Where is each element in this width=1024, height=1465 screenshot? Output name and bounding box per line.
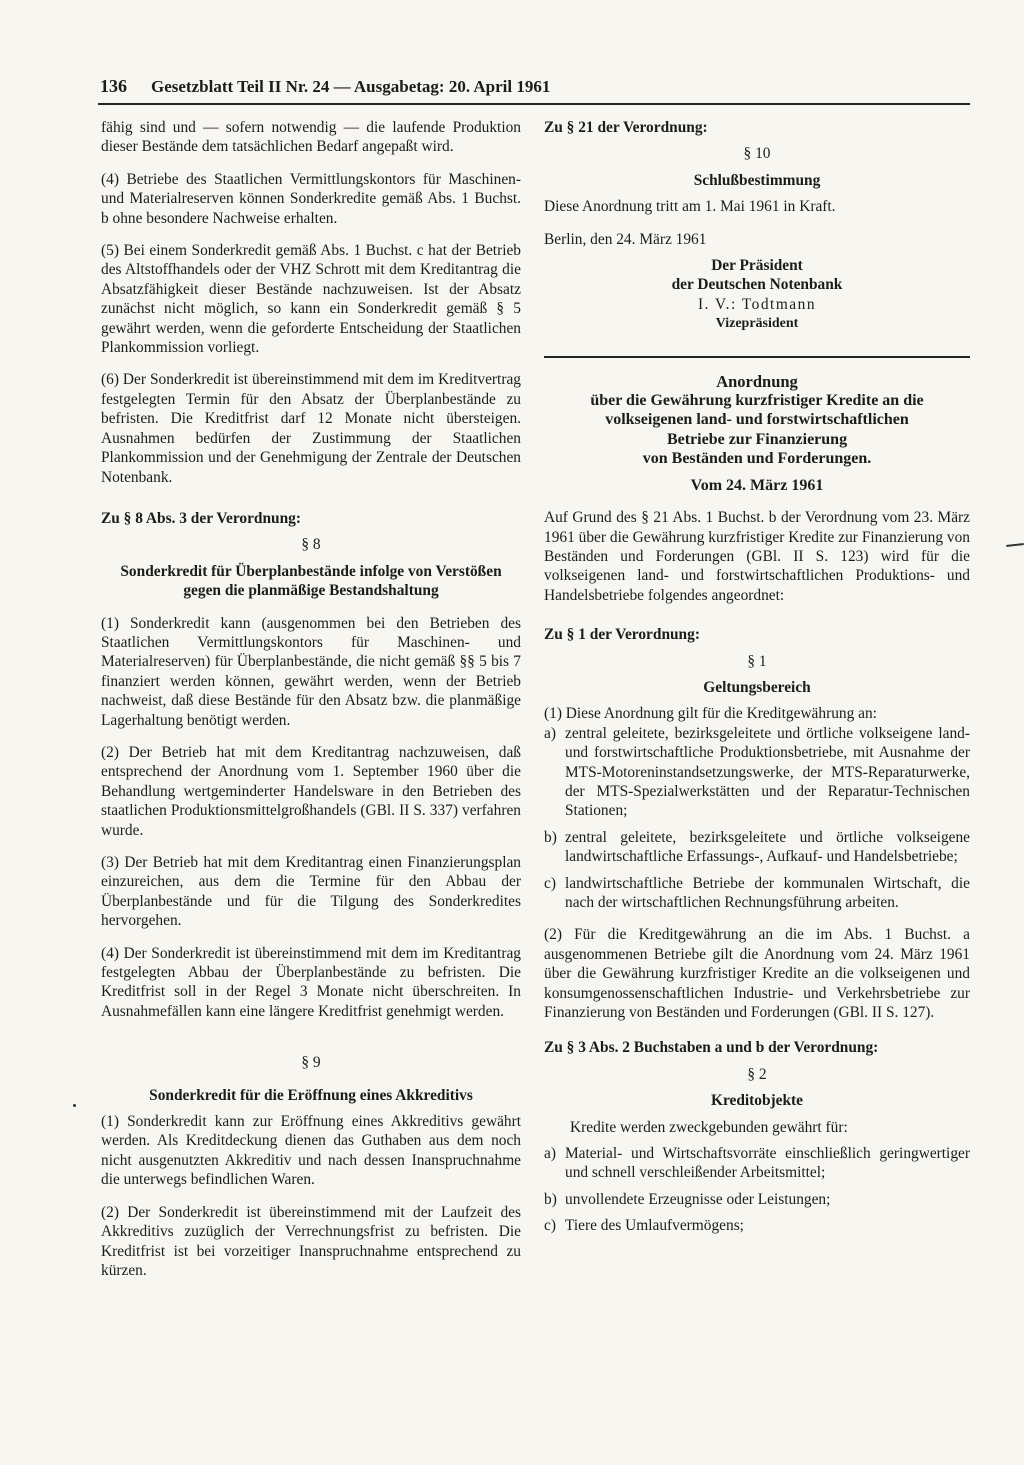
list-item-text: zentral geleitete, bezirksgeleitete und örtliche volkseigene landwirtschaftliche Erfassungs-, Aufkauf- und Handelsbetriebe; (565, 828, 970, 866)
left-column (101, 118, 521, 1280)
signature-role: Vizepräsident (715, 316, 799, 332)
right-column (544, 118, 970, 1236)
reference-para-3: Zu § 3 Abs. 2 Buchstaben a und b der Verordnung: (544, 1039, 879, 1057)
place-and-date: Berlin, den 24. März 1961 (544, 230, 707, 248)
list-item-text: Tiere des Umlaufvermögens; (565, 1217, 744, 1235)
list-item-label: a) (544, 1145, 556, 1163)
reference-para-21: Zu § 21 der Verordnung: (544, 119, 708, 136)
list-item-label: c) (544, 874, 556, 892)
list-item-label: c) (544, 1217, 556, 1235)
section-8-title: Sonderkredit für Überplanbestände infolge von Verstößen gegen die planmäßige Bestandshaltung (120, 562, 502, 600)
list-item (544, 828, 970, 867)
reference-para-1: Zu § 1 der Verordnung: (544, 626, 700, 644)
list-item-label: b) (544, 1190, 557, 1208)
section-1-paragraph-1: (1) Diese Anordnung gilt für die Kreditgewährung an: (544, 705, 877, 723)
section-2-intro: Kredite werden zweckgebunden gewährt für: (570, 1118, 848, 1136)
section-9-paragraph-2: (2) Der Sonderkredit ist übereinstimmend mit der Laufzeit des Akkreditivs zuzüglich der Verrechnungsfrist zu befristen. Die Kreditfrist ist bei vorzeitiger Inanspruchnahme entsprechend zu kürzen. (101, 1203, 521, 1279)
page-header (100, 76, 551, 97)
list-item (544, 1190, 970, 1209)
section-10-number: § 10 (743, 145, 771, 163)
list-item (544, 874, 970, 913)
paragraph-6: (6) Der Sonderkredit ist übereinstimmend mit dem im Kreditvertrag festgelegten Termin für den Absatz der Überplanbestände zu befristen. Die Kreditfrist darf 12 Monate nicht übersteigen. Ausnahmen bedürfen der Zustimmung der Staatlichen Plankommission und der Genehmigung der Zentrale der Deutschen Notenbank. (101, 371, 521, 486)
list-item-text: unvollendete Erzeugnisse oder Leistungen; (565, 1190, 831, 1208)
ordinance-subtitle-1: über die Gewährung kurzfristiger Kredite an die (590, 392, 924, 410)
section-9-paragraph-1: (1) Sonderkredit kann zur Eröffnung eines Akkreditivs gewährt werden. Als Kreditdeckung dienen das Guthaben aus dem noch nicht ausgenutzten Akkreditiv und nach dessen Inanspruchnahme die unterwegs befindlichen Waren. (101, 1113, 521, 1189)
section-divider (544, 356, 970, 358)
ordinance-date: Vom 24. März 1961 (690, 476, 824, 494)
section-10-text: Diese Anordnung tritt am 1. Mai 1961 in Kraft. (544, 198, 836, 216)
list-item-label: a) (544, 724, 556, 742)
list-item-text: Material- und Wirtschaftsvorräte einschließlich geringwertiger und schnell verschleißender Arbeitsmittel; (565, 1145, 970, 1182)
section-1-paragraph-2: (2) Für die Kreditgewährung an die im Abs. 1 Buchst. a ausgenommenen Betriebe gilt die Anordnung vom 24. März 1961 über die Gewährung kurzfristiger Kredite an die volkseigenen und konsumgenossenschaftlichen Industrie- und Verkehrsbetriebe zur Finanzierung von Beständen und Forderungen (GBl. II S. 127). (544, 926, 970, 1022)
page-number: 136 (100, 76, 127, 96)
ordinance-subtitle-4: von Beständen und Forderungen. (642, 450, 872, 468)
section-1-title: Geltungsbereich (703, 678, 811, 696)
ordinance-subtitle-3: Betriebe zur Finanzierung (666, 430, 848, 448)
scan-edge-mark (1006, 543, 1024, 547)
signature-name: I. V.: Todtmann (697, 295, 817, 313)
list-item (544, 1144, 970, 1183)
signature-title-1: Der Präsident (711, 257, 803, 275)
section-10-title: Schlußbestimmung (693, 171, 821, 189)
list-item-text: zentral geleitete, bezirksgeleitete und örtliche volkseigene land- und forstwirtschaftliche Produktionsbetriebe, mit Ausnahme der MTS-Motoreninstandsetzungswerke, der MTS-Reparaturwerke, der MTS-Spezialwerkstätten und der Reparatur-Technischen Stationen; (565, 724, 970, 820)
header-rule (98, 103, 970, 105)
section-8-paragraph-3: (3) Der Betrieb hat mit dem Kreditantrag einen Finanzierungsplan einzureichen, aus dem die Termine für den Abbau der Überplanbestände und für die Tilgung des Sonderkredites hervorgehen. (101, 854, 521, 930)
ordinance-subtitle-2: volkseigenen land- und forstwirtschaftlichen (605, 411, 909, 429)
list-item-label: b) (544, 828, 557, 846)
list-item-text: landwirtschaftliche Betriebe der kommunalen Wirtschaft, die nach der wirtschaftlichen Rechnungsführung arbeiten. (565, 874, 970, 911)
section-8-paragraph-4: (4) Der Sonderkredit ist übereinstimmend mit dem im Kreditantrag festgelegten Abbau der Überplanbestände zu befristen. Die Kreditfrist soll in der Regel 3 Monate nicht überschreiten. In Ausnahmefällen kann eine längere Kreditfrist genehmigt werden. (101, 944, 521, 1020)
section-2-title: Kreditobjekte (710, 1092, 804, 1110)
signature-title-2: der Deutschen Notenbank (671, 276, 843, 294)
header-title: Gesetzblatt Teil II Nr. 24 — Ausgabetag: 20. April 1961 (151, 77, 551, 96)
paragraph-5: (5) Bei einem Sonderkredit gemäß Abs. 1 Buchst. c hat der Betrieb des Altstoffhandels oder der VHZ Schrott mit dem Kreditantrag die Absatzfähigkeit dieser Bestände nachzuweisen. Ist der Absatz zunächst nicht möglich, so kann ein Sonderkredit gemäß § 5 gewährt werden, wenn die geforderte Entscheidung der Staatlichen Plankommission vorliegt. (101, 242, 521, 357)
section-9-title: Sonderkredit für die Eröffnung eines Akkreditivs (149, 1086, 473, 1104)
section-8-paragraph-1: (1) Sonderkredit kann (ausgenommen bei den Betrieben des Staatlichen Vermittlungskontors für Maschinen- und Materialreserven) für Überplanbestände, die nicht gemäß §§ 5 bis 7 finanziert werden können, gewährt werden, wenn der Betrieb nachweist, daß diese Bestände für den Absatz bzw. die planmäßige Lagerhaltung benötigt werden. (101, 614, 521, 729)
section-8-number: § 8 (301, 536, 321, 554)
scan-speck (73, 1104, 76, 1107)
reference-para-8: Zu § 8 Abs. 3 der Verordnung: (101, 509, 301, 527)
section-1-number: § 1 (747, 652, 767, 670)
paragraph-4: (4) Betriebe des Staatlichen Vermittlungskontors für Maschinen- und Materialreserven können Sonderkredite gemäß Abs. 1 Buchst. b ohne besondere Nachweise erhalten. (101, 170, 521, 227)
ordinance-title: Anordnung (716, 371, 798, 391)
section-9-number: § 9 (301, 1054, 321, 1072)
paragraph-continuation: fähig sind und — sofern notwendig — die laufende Produktion dieser Bestände dem tatsächlichen Bedarf angepaßt wird. (101, 119, 521, 156)
section-8-paragraph-2: (2) Der Betrieb hat mit dem Kreditantrag nachzuweisen, daß entsprechend der Anordnung vom 1. September 1960 über die Behandlung wertgeminderter Handelsware in den Betrieben des staatlichen Produktionsmittelgroßhandels (GBl. II S. 337) verfahren wurde. (101, 743, 521, 839)
section-2-number: § 2 (747, 1065, 767, 1083)
list-item (544, 724, 970, 821)
list-item (544, 1216, 970, 1235)
ordinance-intro: Auf Grund des § 21 Abs. 1 Buchst. b der Verordnung vom 23. März 1961 über die Gewährung kurzfristiger Kredite zur Finanzierung von Beständen und Forderungen (GBl. II S. 123) wird für die volkseigenen land- und forstwirtschaftlichen Produktions- und Handelsbetriebe folgendes angeordnet: (544, 509, 970, 604)
